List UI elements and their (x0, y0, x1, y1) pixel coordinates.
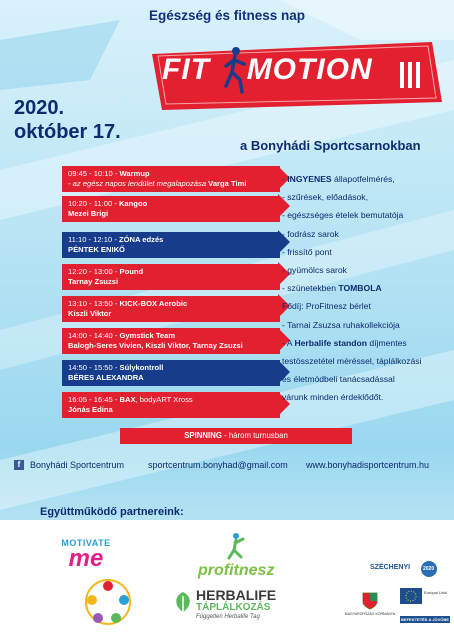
schedule-instructor: Tarnay Zsuzsi (68, 277, 119, 286)
email-link[interactable]: sportcentrum.bonyhad@gmail.com (148, 460, 288, 470)
schedule-instructor: PÉNTEK ENIKŐ (68, 245, 125, 254)
schedule-time-title: 16:05 - 16:45 - BAX, bodyART Xross (68, 395, 193, 404)
spinning-banner: SPINNING - három turnusban (120, 428, 352, 444)
schedule-person-line (68, 209, 274, 219)
schedule-time: 12:20 - 13:00 (68, 267, 113, 276)
schedule-title: KICK-BOX Aerobic (119, 299, 188, 308)
schedule-time: 16:05 - 16:45 (68, 395, 113, 404)
schedule-person-line (68, 277, 274, 287)
event-date (14, 96, 121, 144)
runner-figure-icon (222, 46, 246, 96)
profitnesz-logo: profitnesz (198, 562, 275, 579)
date-year: 2020. (14, 97, 65, 119)
schedule-row (62, 360, 280, 386)
info-line: - A Herbalife standon díjmentes (282, 337, 407, 348)
schedule-instructor: Varga Timi (208, 179, 247, 188)
schedule-title: Pound (119, 267, 144, 276)
schedule-person-line (68, 245, 274, 255)
schedule-time-title: 14:50 - 15:50 - Súlykontroll (68, 363, 164, 372)
schedule-person-line (68, 405, 274, 415)
schedule-time: 10:20 - 11:00 (68, 199, 113, 208)
schedule-time: 14:50 - 15:50 (68, 363, 113, 372)
schedule-time-title: 11:10 - 12:10 - ZÓNA edzés (68, 235, 164, 244)
herbalife-leaf-icon (172, 590, 194, 614)
schedule-title: Gymstick Team (119, 331, 176, 340)
eu-flag-icon (400, 588, 422, 604)
info-line: - szűrések, előadások, (282, 192, 368, 203)
profitnesz-figure-icon (226, 532, 246, 560)
schedule-title: ZÓNA edzés (118, 235, 164, 244)
schedule-row (62, 296, 280, 322)
partners-title: Együttműködő partnereink: (40, 506, 184, 518)
info-line: - Tarnai Zsuzsa ruhakollekciója (282, 319, 400, 330)
schedule-person-line (68, 341, 274, 351)
schedule-time: 14:00 - 14:40 (68, 331, 113, 340)
schedule-person-line (68, 373, 274, 383)
schedule-time-title: 10:20 - 11:00 - Kangoo (68, 199, 148, 208)
date-day: október 17. (14, 121, 121, 143)
schedule-row (62, 166, 280, 192)
schedule-row (62, 196, 280, 222)
event-info (282, 170, 448, 407)
info-line: és életmódbeli tanácsadással (282, 374, 395, 385)
schedule-person-line (68, 309, 274, 319)
hungary-government-text: MAGYARORSZÁG KORMÁNYA (344, 612, 396, 616)
fitmotion-logo-text (162, 53, 373, 87)
facebook-link[interactable]: Bonyhádi Sportcentrum (30, 460, 125, 470)
hungary-coat-of-arms-icon (362, 590, 378, 610)
schedule-person-line: - az egész napos lendület megalapozása Varga Timi (68, 179, 247, 188)
schedule-row (62, 232, 280, 258)
schedule-row (62, 264, 280, 290)
eu-footer-banner: BEFEKTETÉS A JÖVŐBE (401, 617, 449, 622)
schedule-title: BAX (119, 395, 136, 404)
schedule-time-title: 14:00 - 14:40 - Gymstick Team (68, 331, 176, 340)
schedule-row (62, 392, 280, 418)
schedule-title: Warmup (119, 169, 150, 178)
info-line: Fődíj: ProFitnesz bérlet (282, 301, 371, 312)
community-logo (84, 576, 132, 628)
event-topic: Egészség és fitness nap (148, 8, 306, 23)
schedule-title-extra: , bodyART Xross (135, 395, 193, 404)
schedule-title: Súlykontroll (119, 363, 164, 372)
schedule-note: az egész napos lendület megalapozása (72, 179, 207, 188)
schedule-time-title: 12:20 - 13:00 - Pound (68, 267, 144, 276)
logo-fit: FIT (162, 53, 210, 86)
info-line: várunk minden érdeklődőt. (282, 392, 384, 403)
partners-panel (0, 520, 454, 640)
schedule-time-title: 13:10 - 13:50 - KICK-BOX Aerobic (68, 299, 188, 308)
schedule-row (62, 328, 280, 354)
info-line: - szünetekben TOMBOLA (282, 283, 382, 294)
info-line: - fodrász sarok (282, 228, 339, 239)
herbalife-logo: HERBALIFE TÁPLÁLKOZÁS Független Herbalife Tag (196, 587, 277, 620)
schedule-instructor: Jónás Edina (68, 405, 113, 414)
schedule-instructor: Kiszli Viktor (68, 309, 112, 318)
schedule-instructor: Mezei Brigi (68, 209, 109, 218)
schedule-time-title: 09:45 - 10:10 - Warmup (68, 169, 150, 178)
info-line: - frissítő pont (282, 246, 332, 257)
info-line: - egészséges ételek bemutatója (282, 210, 404, 221)
event-venue: a Bonyhádi Sportcsarnokban (240, 138, 421, 153)
website-link[interactable]: www.bonyhadisportcentrum.hu (306, 460, 430, 470)
schedule-time: 09:45 - 10:10 (68, 169, 113, 178)
schedule-instructor: BÉRES ALEXANDRA (68, 373, 144, 382)
schedule-time: 13:10 - 13:50 (68, 299, 113, 308)
motivate-me-logo: MOTIVATE me (61, 538, 111, 572)
szechenyi-year: 2020 (423, 566, 435, 572)
logo-motion: MOTION (246, 53, 373, 86)
schedule-title: Kangoo (118, 199, 148, 208)
eu-text: Európai Unió (424, 590, 448, 595)
info-line: testösszetétel méréssel, táplálkozási (282, 356, 422, 367)
schedule-instructor: Balogh-Seres Vivien, Kiszli Viktor, Tarnay Zsuzsi (68, 341, 243, 350)
facebook-icon: f (14, 460, 24, 470)
info-line: - INGYENES állapotfelmérés, (282, 174, 395, 184)
schedule-time: 11:10 - 12:10 (68, 235, 113, 244)
szechenyi-logo: SZÉCHENYI (370, 564, 411, 571)
info-line: - gyümölcs sarok (282, 265, 347, 276)
